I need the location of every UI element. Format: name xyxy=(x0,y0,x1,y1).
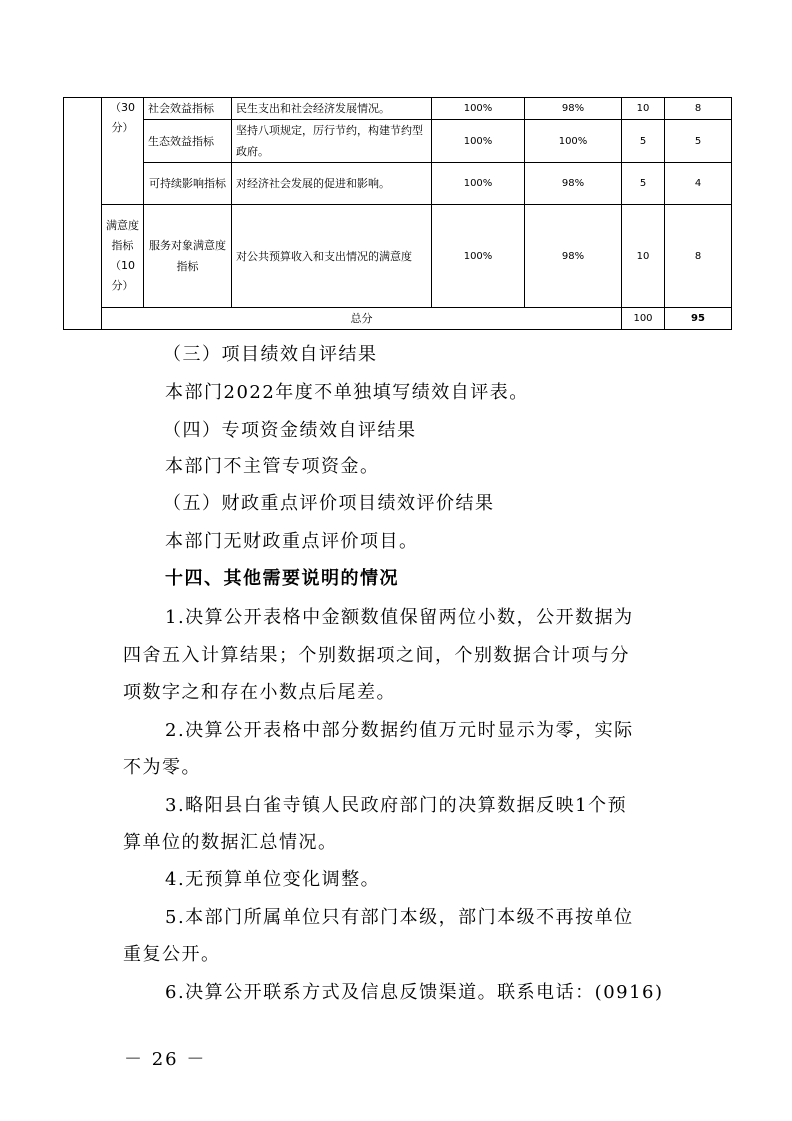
target-cell: 100% xyxy=(432,98,525,120)
description-cell: 民生支出和社会经济发展情况。 xyxy=(232,98,432,120)
item-1-line-2: 四舍五入计算结果；个别数据项之间，个别数据合计项与分 xyxy=(123,645,630,666)
score-cell: 4 xyxy=(665,163,732,205)
table-row xyxy=(64,120,732,163)
sub-indicator-cell: 生态效益指标 xyxy=(144,120,232,163)
total-row xyxy=(64,308,732,330)
weight-cell: 5 xyxy=(622,120,665,163)
category-cell: （30分） xyxy=(102,98,144,205)
page-number: － 26 － xyxy=(124,1049,207,1070)
item-1-line-1: 1.决算公开表格中金额数值保留两位小数，公开数据为 xyxy=(165,607,634,628)
item-6-line-1: 6.决算公开联系方式及信息反馈渠道。联系电话：(0916) xyxy=(165,982,664,1003)
section-heading-4: （四）专项资金绩效自评结果 xyxy=(163,420,417,441)
section-heading-14: 十四、其他需要说明的情况 xyxy=(165,568,399,589)
section-heading-5: （五）财政重点评价项目绩效评价结果 xyxy=(163,493,495,514)
blank-cell xyxy=(64,98,102,330)
item-2-line-1: 2.决算公开表格中部分数据约值万元时显示为零，实际 xyxy=(165,720,634,741)
sub-indicator-cell: 可持续影响指标 xyxy=(144,163,232,205)
item-3-line-1: 3.略阳县白雀寺镇人民政府部门的决算数据反映1个预 xyxy=(165,795,628,816)
score-cell: 8 xyxy=(665,205,732,308)
total-weight-cell: 100 xyxy=(622,308,665,330)
description-cell: 坚持八项规定，厉行节约，构建节约型政府。 xyxy=(232,120,432,163)
actual-cell: 98% xyxy=(525,163,622,205)
item-2-line-2: 不为零。 xyxy=(123,757,201,778)
target-cell: 100% xyxy=(432,163,525,205)
table-row xyxy=(64,205,732,308)
score-cell: 8 xyxy=(665,98,732,120)
description-cell: 对经济社会发展的促进和影响。 xyxy=(232,163,432,205)
sub-indicator-cell: 服务对象满意度指标 xyxy=(144,205,232,308)
section-heading-3: （三）项目绩效自评结果 xyxy=(163,344,378,365)
total-score-cell: 95 xyxy=(665,308,732,330)
item-3-line-2: 算单位的数据汇总情况。 xyxy=(123,832,338,853)
section-text-3: 本部门2022年度不单独填写绩效自评表。 xyxy=(165,382,529,403)
section-text-5: 本部门无财政重点评价项目。 xyxy=(165,531,419,552)
table-row xyxy=(64,98,732,120)
actual-cell: 98% xyxy=(525,205,622,308)
item-1-line-3: 项数字之和存在小数点后尾差。 xyxy=(123,682,396,703)
description-cell: 对公共预算收入和支出情况的满意度 xyxy=(232,205,432,308)
score-cell: 5 xyxy=(665,120,732,163)
total-label-cell: 总分 xyxy=(102,308,622,330)
item-5-line-1: 5.本部门所属单位只有部门本级，部门本级不再按单位 xyxy=(165,907,634,928)
section-text-4: 本部门不主管专项资金。 xyxy=(165,456,380,477)
item-5-line-2: 重复公开。 xyxy=(123,944,221,965)
weight-cell: 10 xyxy=(622,98,665,120)
performance-table xyxy=(63,97,732,330)
weight-cell: 10 xyxy=(622,205,665,308)
target-cell: 100% xyxy=(432,120,525,163)
sub-indicator-cell: 社会效益指标 xyxy=(144,98,232,120)
actual-cell: 100% xyxy=(525,120,622,163)
target-cell: 100% xyxy=(432,205,525,308)
table-row xyxy=(64,163,732,205)
category-cell: 满意度指标（10分） xyxy=(102,205,144,308)
item-4: 4.无预算单位变化调整。 xyxy=(165,869,381,890)
weight-cell: 5 xyxy=(622,163,665,205)
actual-cell: 98% xyxy=(525,98,622,120)
